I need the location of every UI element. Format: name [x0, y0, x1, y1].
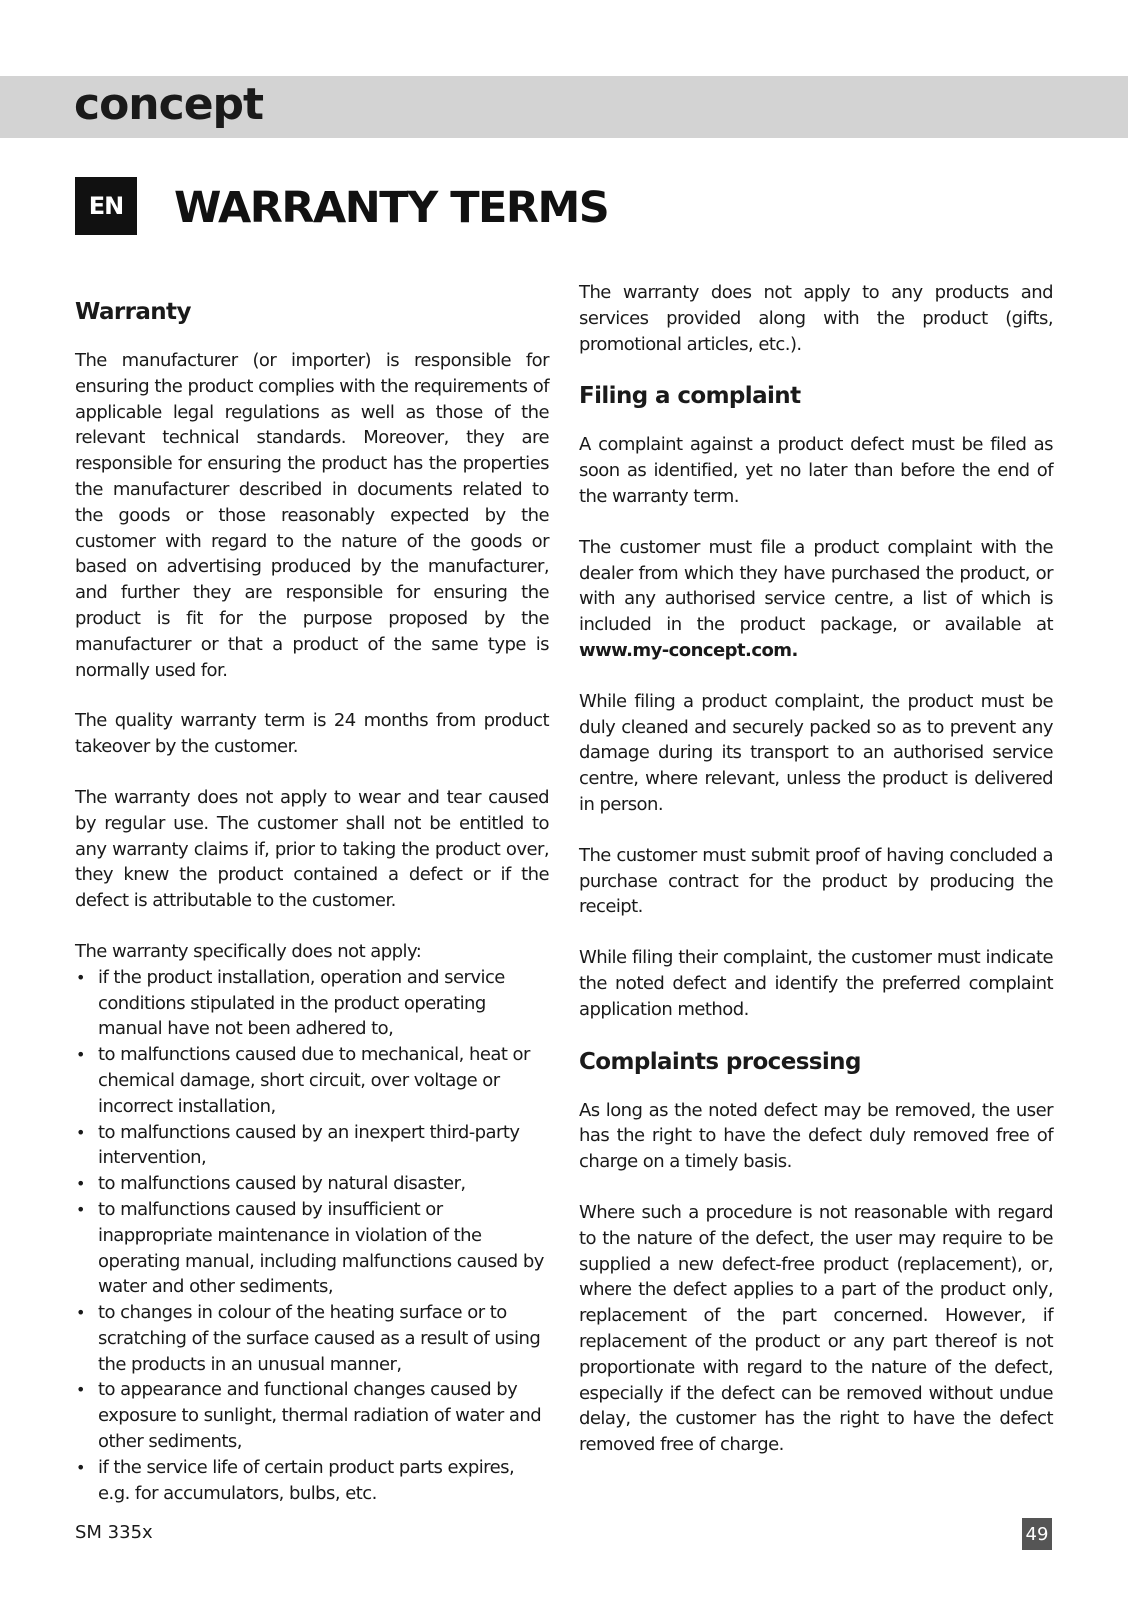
- list-item: • to appearance and functional changes caused by exposure to sunlight, thermal radiation of water and other sediments,: [75, 1377, 549, 1454]
- exclusions-intro: The warranty specifically does not apply:: [75, 940, 422, 962]
- brand-logo: concept: [74, 79, 264, 130]
- filing-paragraph-4: The customer must submit proof of having concluded a purchase contract for the product by producing the receipt.: [579, 844, 1053, 918]
- model-number: SM 335x: [75, 1522, 153, 1543]
- list-item: • if the product installation, operation and service conditions stipulated in the product operating manual have not been adhered to,: [75, 965, 549, 1042]
- filing-paragraph-1: A complaint against a product defect must be filed as soon as identified, yet no later than before the end of the warranty term.: [579, 434, 1053, 507]
- filing-paragraph-2: [579, 535, 1053, 664]
- section-heading-warranty: Warranty: [75, 299, 191, 325]
- filing-paragraph-3: While filing a product complaint, the product must be duly cleaned and securely packed so as to prevent any damage during its transport to an authorised service centre, where relevant, unless the product is delivered in person.: [579, 690, 1053, 815]
- left-column: [75, 298, 549, 1506]
- processing-paragraph-2: Where such a procedure is not reasonable with regard to the nature of the defect, the user may require to be supplied a new defect-free product (replacement), or, where the defect applies to a part of the product only, replacement of the part concerned. However, if replacement of the product or any part thereof is not proportionate with regard to the nature of the defect, especially if the defect can be removed without undue delay, the customer has the right to have the defect removed free of charge.: [579, 1201, 1053, 1456]
- warranty-paragraph-1: The manufacturer (or importer) is responsible for ensuring the product complies with the requirements of applicable legal regulations as well as those of the relevant technical standards. Moreover, they are responsible for ensuring the product has the properties the manufacturer described in documents related to the goods or those reasonably expected by the customer with regard to the nature of the goods or based on advertising produced by the manufacturer, and further they are responsible for ensuring the product is fit for the purpose proposed by the manufacturer or that a product of the same type is normally used for.: [75, 350, 549, 681]
- list-item: • to changes in colour of the heating surface or to scratching of the surface caused as a result of using the products in an unusual manner,: [75, 1300, 549, 1377]
- list-item: • to malfunctions caused due to mechanical, heat or chemical damage, short circuit, over voltage or incorrect installation,: [75, 1042, 549, 1119]
- filing-paragraph-2-text: The customer must file a product complaint with the dealer from which they have purchased the product, or with any authorised service centre, a list of which is included in the product package, or available at: [579, 536, 1053, 636]
- language-badge: EN: [75, 177, 137, 235]
- right-column: [579, 280, 1053, 1483]
- warranty-paragraph-3: The warranty does not apply to wear and tear caused by regular use. The customer shall not be entitled to any warranty claims if, prior to taking the product over, they knew the product contained a defect or if the defect is attributable to the customer.: [75, 786, 549, 912]
- page-title: WARRANTY TERMS: [174, 183, 609, 233]
- list-item: • if the service life of certain product parts expires, e.g. for accumulators, bulbs, etc.: [75, 1455, 549, 1507]
- exclusions-list: [75, 965, 549, 1507]
- warranty-paragraph-2: The quality warranty term is 24 months from product takeover by the customer.: [75, 710, 549, 758]
- list-item: • to malfunctions caused by natural disaster,: [75, 1171, 549, 1197]
- list-item: • to malfunctions caused by insufficient or inappropriate maintenance in violation of the operating manual, including malfunctions caused by water and other sediments,: [75, 1197, 549, 1300]
- page-number: 49: [1022, 1518, 1052, 1550]
- list-item: • to malfunctions caused by an inexpert third-party intervention,: [75, 1120, 549, 1172]
- section-heading-filing: Filing a complaint: [579, 383, 801, 410]
- website-link[interactable]: www.my-concept.com.: [579, 639, 798, 661]
- processing-paragraph-1: As long as the noted defect may be removed, the user has the right to have the defect duly removed free of charge on a timely basis.: [579, 1099, 1053, 1173]
- filing-paragraph-5: While filing their complaint, the customer must indicate the noted defect and identify the preferred complaint application method.: [579, 947, 1053, 1020]
- services-paragraph: The warranty does not apply to any products and services provided along with the product (gifts, promotional articles, etc.).: [579, 282, 1053, 355]
- section-heading-processing: Complaints processing: [579, 1048, 861, 1075]
